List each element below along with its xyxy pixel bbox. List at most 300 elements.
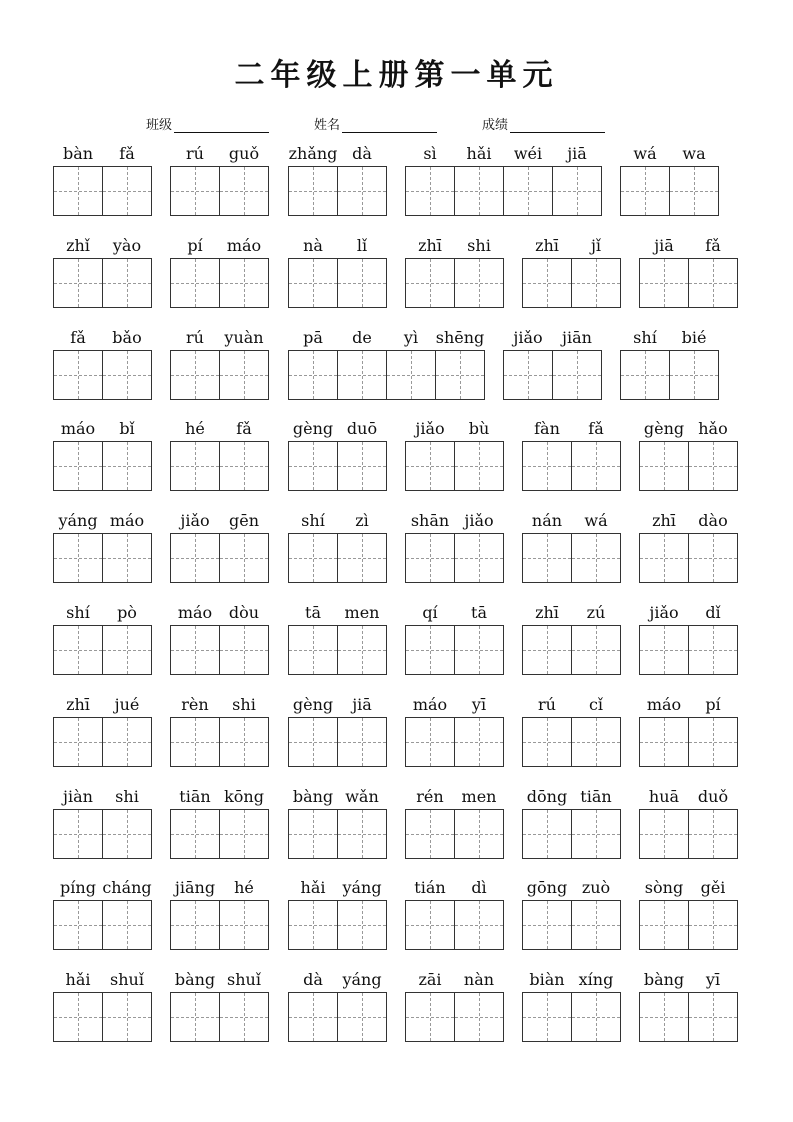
- writing-cell[interactable]: [571, 533, 621, 583]
- writing-cell[interactable]: [219, 533, 269, 583]
- word-group: [288, 787, 387, 859]
- class-blank[interactable]: [174, 119, 269, 133]
- writing-cell[interactable]: [53, 441, 103, 491]
- word-group: [522, 236, 621, 308]
- writing-cell[interactable]: [669, 350, 719, 400]
- pinyin-label: rú: [538, 695, 556, 714]
- pinyin-label: yuàn: [224, 328, 264, 347]
- pinyin-label: máo: [646, 695, 682, 714]
- writing-cell[interactable]: [102, 441, 152, 491]
- writing-cell[interactable]: [503, 166, 553, 216]
- pinyin-label: yáng: [342, 878, 382, 897]
- writing-cell[interactable]: [219, 166, 269, 216]
- writing-cell[interactable]: [102, 809, 152, 859]
- writing-cell[interactable]: [405, 258, 455, 308]
- pinyin-label: máo: [109, 511, 145, 530]
- pinyin-label: rú: [186, 328, 204, 347]
- pinyin-label: rèn: [181, 695, 209, 714]
- pinyin-label: jiā: [352, 695, 372, 714]
- pinyin-label: gěi: [700, 878, 726, 897]
- word-group: [522, 603, 621, 675]
- pinyin-label: cháng: [102, 878, 152, 897]
- writing-cell[interactable]: [522, 441, 572, 491]
- writing-cell[interactable]: [337, 900, 387, 950]
- writing-cell[interactable]: [170, 717, 220, 767]
- writing-cell[interactable]: [454, 258, 504, 308]
- writing-cell[interactable]: [454, 809, 504, 859]
- word-group: [53, 511, 152, 583]
- pinyin-label: wá: [584, 511, 608, 530]
- writing-cell[interactable]: [405, 166, 455, 216]
- writing-cell[interactable]: [337, 350, 387, 400]
- writing-cell[interactable]: [435, 350, 485, 400]
- class-field: [146, 114, 269, 133]
- word-group: [170, 419, 269, 491]
- writing-cell[interactable]: [219, 992, 269, 1042]
- word-group: [405, 970, 504, 1042]
- writing-cell[interactable]: [170, 258, 220, 308]
- pinyin-label: rú: [186, 144, 204, 163]
- pinyin-label: guǒ: [228, 144, 260, 163]
- pinyin-label: tián: [414, 878, 446, 897]
- pinyin-label: duō: [346, 419, 378, 438]
- word-group: [620, 328, 719, 400]
- writing-cell[interactable]: [552, 350, 602, 400]
- writing-cell[interactable]: [522, 900, 572, 950]
- pinyin-label: hé: [185, 419, 205, 438]
- pinyin-label: wa: [682, 144, 706, 163]
- writing-cell[interactable]: [53, 625, 103, 675]
- word-group: [405, 144, 602, 216]
- word-group: [53, 419, 152, 491]
- writing-cell[interactable]: [688, 717, 738, 767]
- word-group: [288, 511, 387, 583]
- pinyin-label: hé: [234, 878, 254, 897]
- writing-cell[interactable]: [288, 992, 338, 1042]
- word-group: [170, 970, 269, 1042]
- writing-cell[interactable]: [102, 533, 152, 583]
- pinyin-label: wéi: [513, 144, 543, 163]
- writing-cell[interactable]: [571, 441, 621, 491]
- pinyin-label: yáng: [342, 970, 382, 989]
- writing-cell[interactable]: [639, 441, 689, 491]
- writing-cell[interactable]: [53, 258, 103, 308]
- writing-cell[interactable]: [288, 258, 338, 308]
- pinyin-label: jǐ: [590, 236, 602, 255]
- class-label: 班级: [146, 118, 173, 133]
- word-group: [170, 695, 269, 767]
- word-group: [405, 236, 504, 308]
- pinyin-label: tiān: [580, 787, 612, 806]
- writing-cell[interactable]: [102, 258, 152, 308]
- name-label: 姓名: [314, 118, 341, 133]
- pinyin-label: hǎi: [300, 878, 326, 897]
- pinyin-label: máo: [412, 695, 448, 714]
- pinyin-label: zhī: [652, 511, 676, 530]
- writing-cell[interactable]: [337, 258, 387, 308]
- pinyin-label: bù: [468, 419, 490, 438]
- writing-cell[interactable]: [288, 441, 338, 491]
- writing-cell[interactable]: [454, 625, 504, 675]
- writing-cell[interactable]: [454, 900, 504, 950]
- pinyin-label: hǎi: [65, 970, 91, 989]
- writing-cell[interactable]: [53, 350, 103, 400]
- pinyin-label: fǎ: [588, 419, 604, 438]
- pinyin-label: wǎn: [345, 787, 379, 806]
- word-group: [639, 695, 738, 767]
- word-group: [405, 878, 504, 950]
- word-group: [522, 511, 621, 583]
- writing-cell[interactable]: [639, 717, 689, 767]
- writing-cell[interactable]: [386, 350, 436, 400]
- pinyin-label: dòu: [228, 603, 260, 622]
- writing-cell[interactable]: [170, 350, 220, 400]
- pinyin-label: dà: [352, 144, 372, 163]
- writing-cell[interactable]: [288, 533, 338, 583]
- pinyin-label: bàng: [292, 787, 334, 806]
- word-group: [405, 419, 504, 491]
- pinyin-label: gèng: [292, 419, 334, 438]
- word-group: [522, 787, 621, 859]
- pinyin-label: wá: [633, 144, 657, 163]
- pinyin-label: nán: [531, 511, 563, 530]
- pinyin-label: tā: [305, 603, 321, 622]
- writing-cell[interactable]: [688, 625, 738, 675]
- pinyin-label: yào: [112, 236, 142, 255]
- writing-cell[interactable]: [219, 900, 269, 950]
- writing-cell[interactable]: [102, 717, 152, 767]
- writing-cell[interactable]: [102, 166, 152, 216]
- word-group: [170, 878, 269, 950]
- pinyin-label: kōng: [224, 787, 264, 806]
- pinyin-label: gōng: [526, 878, 568, 897]
- writing-cell[interactable]: [170, 533, 220, 583]
- pinyin-label: dào: [698, 511, 728, 530]
- word-group: [288, 603, 387, 675]
- writing-cell[interactable]: [219, 625, 269, 675]
- writing-cell[interactable]: [688, 441, 738, 491]
- writing-cell[interactable]: [620, 350, 670, 400]
- pinyin-label: máo: [226, 236, 262, 255]
- pinyin-label: dì: [471, 878, 487, 897]
- pinyin-label: yī: [471, 695, 487, 714]
- pinyin-label: jué: [114, 695, 140, 714]
- pinyin-label: sòng: [644, 878, 684, 897]
- pinyin-label: de: [352, 328, 372, 347]
- pinyin-label: zuò: [581, 878, 611, 897]
- pinyin-label: sì: [423, 144, 437, 163]
- pinyin-label: zhī: [535, 603, 559, 622]
- pinyin-label: hǎo: [698, 419, 728, 438]
- pinyin-label: máo: [177, 603, 213, 622]
- writing-cell[interactable]: [639, 809, 689, 859]
- word-group: [288, 144, 387, 216]
- pinyin-label: zhǎng: [288, 144, 338, 163]
- pinyin-label: jiāng: [174, 878, 216, 897]
- writing-cell[interactable]: [522, 717, 572, 767]
- pinyin-label: jiān: [562, 328, 592, 347]
- word-group: [53, 787, 152, 859]
- word-group: [288, 328, 485, 400]
- pinyin-label: bàng: [643, 970, 685, 989]
- word-group: [522, 970, 621, 1042]
- word-group: [639, 236, 738, 308]
- pinyin-label: jiǎo: [415, 419, 445, 438]
- pinyin-label: nà: [303, 236, 323, 255]
- writing-cell[interactable]: [688, 900, 738, 950]
- word-group: [170, 787, 269, 859]
- writing-cell[interactable]: [405, 533, 455, 583]
- pinyin-label: fǎ: [119, 144, 135, 163]
- word-group: [503, 328, 602, 400]
- writing-cell[interactable]: [571, 900, 621, 950]
- writing-cell[interactable]: [688, 533, 738, 583]
- pinyin-label: shān: [410, 511, 450, 530]
- word-group: [620, 144, 719, 216]
- pinyin-label: bǎo: [112, 328, 142, 347]
- pinyin-label: shuǐ: [110, 970, 144, 989]
- writing-cell[interactable]: [102, 900, 152, 950]
- writing-cell[interactable]: [571, 625, 621, 675]
- pinyin-label: zhī: [535, 236, 559, 255]
- pinyin-label: jiā: [567, 144, 587, 163]
- pinyin-label: jiǎo: [180, 511, 210, 530]
- word-group: [405, 511, 504, 583]
- pinyin-label: fǎ: [705, 236, 721, 255]
- writing-cell[interactable]: [288, 900, 338, 950]
- word-group: [170, 144, 269, 216]
- writing-cell[interactable]: [552, 166, 602, 216]
- writing-cell[interactable]: [219, 258, 269, 308]
- writing-cell[interactable]: [688, 258, 738, 308]
- pinyin-label: jiàn: [63, 787, 93, 806]
- word-group: [288, 878, 387, 950]
- word-group: [53, 236, 152, 308]
- pinyin-label: huā: [648, 787, 680, 806]
- writing-cell[interactable]: [53, 992, 103, 1042]
- writing-cell[interactable]: [571, 258, 621, 308]
- pinyin-label: yì: [403, 328, 419, 347]
- score-label: 成绩: [482, 118, 509, 133]
- word-group: [53, 970, 152, 1042]
- writing-cell[interactable]: [288, 717, 338, 767]
- writing-cell[interactable]: [639, 992, 689, 1042]
- pinyin-label: duǒ: [697, 787, 729, 806]
- pinyin-label: dōng: [526, 787, 568, 806]
- word-group: [288, 695, 387, 767]
- pinyin-label: jiā: [654, 236, 674, 255]
- writing-cell[interactable]: [454, 441, 504, 491]
- writing-cell[interactable]: [102, 350, 152, 400]
- pinyin-label: jiǎo: [649, 603, 679, 622]
- pinyin-label: cǐ: [588, 695, 604, 714]
- pinyin-label: shí: [633, 328, 657, 347]
- pinyin-label: fàn: [534, 419, 560, 438]
- name-field: [314, 114, 437, 133]
- writing-cell[interactable]: [454, 166, 504, 216]
- pinyin-label: máo: [60, 419, 96, 438]
- word-group: [288, 419, 387, 491]
- writing-cell[interactable]: [454, 717, 504, 767]
- pinyin-label: zhī: [418, 236, 442, 255]
- writing-cell[interactable]: [337, 441, 387, 491]
- pinyin-label: nàn: [463, 970, 495, 989]
- writing-cell[interactable]: [53, 809, 103, 859]
- writing-cell[interactable]: [288, 166, 338, 216]
- pinyin-label: lǐ: [356, 236, 368, 255]
- pinyin-label: bǐ: [119, 419, 135, 438]
- pinyin-label: shi: [115, 787, 139, 806]
- pinyin-label: jiǎo: [464, 511, 494, 530]
- pinyin-label: men: [461, 787, 497, 806]
- writing-cell[interactable]: [102, 992, 152, 1042]
- pinyin-label: shēng: [435, 328, 485, 347]
- pinyin-label: bié: [681, 328, 707, 347]
- writing-cell[interactable]: [170, 992, 220, 1042]
- writing-cell[interactable]: [337, 717, 387, 767]
- name-blank[interactable]: [342, 119, 437, 133]
- pinyin-label: tiān: [179, 787, 211, 806]
- writing-cell[interactable]: [337, 809, 387, 859]
- writing-cell[interactable]: [337, 992, 387, 1042]
- pinyin-label: shi: [467, 236, 491, 255]
- writing-cell[interactable]: [170, 900, 220, 950]
- writing-cell[interactable]: [219, 717, 269, 767]
- word-group: [53, 603, 152, 675]
- pinyin-label: fǎ: [70, 328, 86, 347]
- word-group: [639, 878, 738, 950]
- pinyin-label: bàn: [62, 144, 94, 163]
- writing-cell[interactable]: [405, 992, 455, 1042]
- writing-cell[interactable]: [522, 625, 572, 675]
- writing-cell[interactable]: [522, 809, 572, 859]
- score-blank[interactable]: [510, 119, 605, 133]
- writing-cell[interactable]: [454, 992, 504, 1042]
- word-group: [639, 603, 738, 675]
- pinyin-label: shí: [301, 511, 325, 530]
- word-group: [639, 419, 738, 491]
- pinyin-label: zhī: [66, 695, 90, 714]
- writing-cell[interactable]: [170, 809, 220, 859]
- word-group: [53, 878, 152, 950]
- writing-cell[interactable]: [53, 533, 103, 583]
- writing-cell[interactable]: [219, 350, 269, 400]
- page-title: 二年级上册第一单元: [234, 58, 559, 93]
- writing-cell[interactable]: [170, 625, 220, 675]
- writing-cell[interactable]: [522, 992, 572, 1042]
- writing-cell[interactable]: [170, 441, 220, 491]
- word-group: [639, 970, 738, 1042]
- pinyin-label: píng: [60, 878, 96, 897]
- pinyin-label: tā: [471, 603, 487, 622]
- writing-cell[interactable]: [405, 717, 455, 767]
- pinyin-label: pò: [117, 603, 137, 622]
- pinyin-label: jiǎo: [513, 328, 543, 347]
- writing-cell[interactable]: [571, 992, 621, 1042]
- pinyin-label: gēn: [228, 511, 259, 530]
- writing-cell[interactable]: [53, 166, 103, 216]
- pinyin-label: gèng: [292, 695, 334, 714]
- pinyin-label: fǎ: [236, 419, 252, 438]
- word-group: [405, 695, 504, 767]
- pinyin-label: dǐ: [705, 603, 721, 622]
- writing-cell[interactable]: [405, 441, 455, 491]
- writing-cell[interactable]: [522, 258, 572, 308]
- writing-cell[interactable]: [639, 625, 689, 675]
- writing-cell[interactable]: [337, 625, 387, 675]
- writing-cell[interactable]: [405, 625, 455, 675]
- pinyin-label: zhǐ: [66, 236, 90, 255]
- pinyin-label: zì: [355, 511, 369, 530]
- score-field: [482, 114, 605, 133]
- pinyin-label: zāi: [418, 970, 442, 989]
- word-group: [288, 236, 387, 308]
- word-group: [639, 511, 738, 583]
- writing-cell[interactable]: [688, 809, 738, 859]
- pinyin-label: shuǐ: [227, 970, 261, 989]
- writing-cell[interactable]: [503, 350, 553, 400]
- word-group: [522, 878, 621, 950]
- writing-cell[interactable]: [337, 533, 387, 583]
- writing-cell[interactable]: [288, 809, 338, 859]
- writing-cell[interactable]: [620, 166, 670, 216]
- word-group: [53, 144, 152, 216]
- pinyin-label: men: [344, 603, 380, 622]
- writing-cell[interactable]: [639, 533, 689, 583]
- word-group: [170, 511, 269, 583]
- word-group: [405, 603, 504, 675]
- pinyin-label: gèng: [643, 419, 685, 438]
- writing-cell[interactable]: [669, 166, 719, 216]
- pinyin-label: yī: [705, 970, 721, 989]
- pinyin-label: biàn: [529, 970, 565, 989]
- writing-cell[interactable]: [405, 900, 455, 950]
- pinyin-label: pā: [303, 328, 323, 347]
- writing-cell[interactable]: [571, 809, 621, 859]
- writing-cell[interactable]: [288, 350, 338, 400]
- word-group: [53, 328, 152, 400]
- writing-cell[interactable]: [337, 166, 387, 216]
- pinyin-label: shí: [66, 603, 90, 622]
- writing-cell[interactable]: [219, 441, 269, 491]
- writing-cell[interactable]: [288, 625, 338, 675]
- word-group: [522, 419, 621, 491]
- writing-cell[interactable]: [53, 900, 103, 950]
- pinyin-label: pí: [187, 236, 203, 255]
- writing-cell[interactable]: [170, 166, 220, 216]
- writing-cell[interactable]: [219, 809, 269, 859]
- writing-cell[interactable]: [53, 717, 103, 767]
- writing-cell[interactable]: [522, 533, 572, 583]
- writing-cell[interactable]: [639, 258, 689, 308]
- writing-cell[interactable]: [102, 625, 152, 675]
- word-group: [405, 787, 504, 859]
- word-group: [170, 236, 269, 308]
- writing-cell[interactable]: [688, 992, 738, 1042]
- writing-cell[interactable]: [639, 900, 689, 950]
- pinyin-label: dà: [303, 970, 323, 989]
- word-group: [639, 787, 738, 859]
- pinyin-label: zú: [586, 603, 606, 622]
- writing-cell[interactable]: [405, 809, 455, 859]
- word-group: [170, 603, 269, 675]
- word-group: [288, 970, 387, 1042]
- writing-cell[interactable]: [571, 717, 621, 767]
- pinyin-label: bàng: [174, 970, 216, 989]
- writing-cell[interactable]: [454, 533, 504, 583]
- pinyin-label: xíng: [578, 970, 614, 989]
- pinyin-label: rén: [416, 787, 444, 806]
